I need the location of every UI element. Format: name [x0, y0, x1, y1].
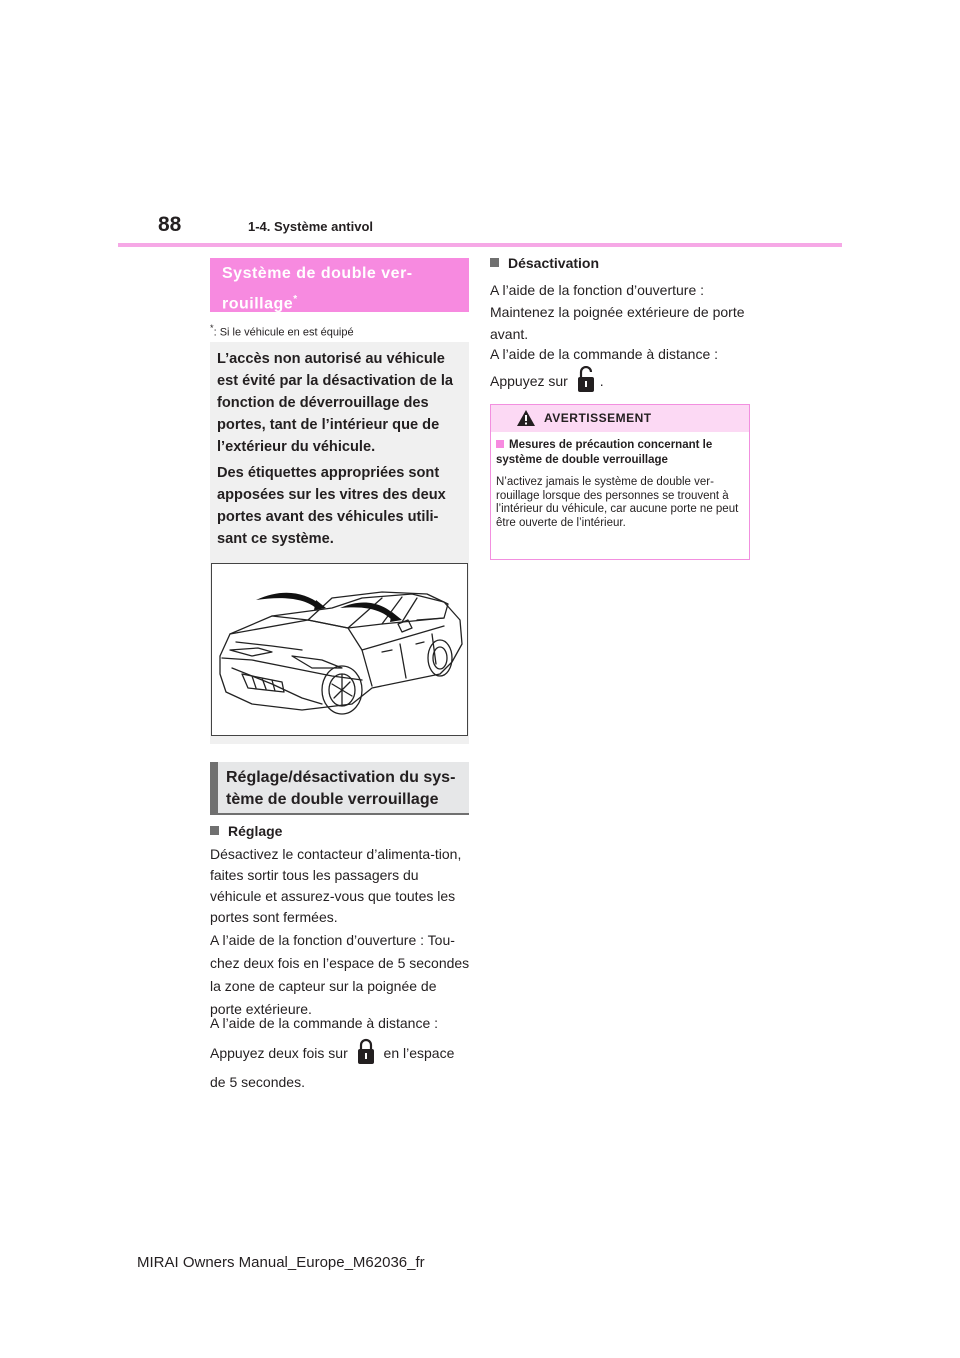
footnote-text: : Si le véhicule en est équipé	[213, 326, 354, 339]
desact-para-1: A l’aide de la fonction d’ouverture : Maintenez la poignée extérieure de porte avant.	[490, 282, 745, 342]
car-drawing	[212, 564, 467, 735]
warning-body: N’activez jamais le système de double ver-rouillage lorsque des personnes se trouvent à l’intérieur du véhicule, car aucune porte ne peut être ouverte de l’intérieur.	[496, 476, 739, 529]
section-title-double-lock	[210, 258, 469, 312]
reglage-para-4-before: Appuyez deux fois sur	[210, 1045, 348, 1061]
intro-para-2: Des étiquettes appropriées sont apposées sur les vitres des deux portes avant des véhicules utili-sant ce système.	[217, 465, 446, 547]
desact-para-3	[490, 366, 745, 396]
unlock-icon	[576, 366, 596, 394]
footer-doc-id: MIRAI Owners Manual_Europe_M62036_fr	[137, 1254, 425, 1271]
subheading-reglage	[210, 823, 282, 839]
footnote-mark: *	[210, 323, 214, 333]
section-title-line2-text: rouillage	[222, 295, 294, 313]
square-bullet-icon	[210, 826, 219, 835]
warning-triangle-icon	[516, 409, 536, 427]
page-number: 88	[158, 213, 182, 236]
intro-para-1: L’accès non autorisé au véhicule est évité par la désactivation de la fonction de déverrouillage des portes, tant de l’intérieur que de l’extérieur du véhicule.	[217, 351, 454, 455]
square-bullet-icon	[496, 440, 504, 448]
reglage-para-3: A l’aide de la commande à distance :	[210, 1015, 439, 1031]
reglage-para-4-after: en l’espace de 5 secondes.	[210, 1045, 455, 1090]
section-title-line2	[222, 287, 457, 317]
warning-subheading	[496, 438, 744, 468]
subheading-desactivation	[490, 255, 599, 271]
footnote-ref: *	[293, 294, 298, 305]
footnote	[210, 323, 354, 339]
lock-icon	[356, 1038, 376, 1066]
desact-para-3-before: Appuyez sur	[490, 373, 568, 389]
car-illustration	[211, 563, 468, 736]
square-bullet-icon	[490, 258, 499, 267]
header-rule	[118, 243, 842, 247]
section-title-settings: Réglage/désactivation du sys-tème de double verrouillage	[210, 762, 469, 815]
warning-label: AVERTISSEMENT	[544, 411, 652, 425]
subheading-desactivation-text: Désactivation	[508, 255, 600, 271]
reglage-para-1: Désactivez le contacteur d’alimenta-tion, faites sortir tous les passagers du véhicule et assurez-vous que toutes les portes sont fermées.	[210, 846, 462, 925]
chapter-title: 1-4. Système antivol	[248, 219, 373, 234]
intro-text	[217, 348, 467, 554]
section-title-line1: Système de double ver-	[222, 265, 413, 282]
lock-icon-glyph	[356, 1038, 376, 1066]
subheading-reglage-text: Réglage	[228, 823, 283, 839]
warning-subheading-text: Mesures de précaution concernant le système de double verrouillage	[496, 439, 713, 466]
reglage-para-2: A l’aide de la fonction d’ouverture : Tou-chez deux fois en l’espace de 5 secondes la zone de capteur sur la poignée de porte extérieure.	[210, 932, 470, 1017]
desact-para-3-after: .	[599, 373, 604, 389]
desact-para-2: A l’aide de la commande à distance :	[490, 346, 719, 362]
reglage-para-4	[210, 1038, 472, 1097]
unlock-icon-glyph	[576, 366, 596, 394]
